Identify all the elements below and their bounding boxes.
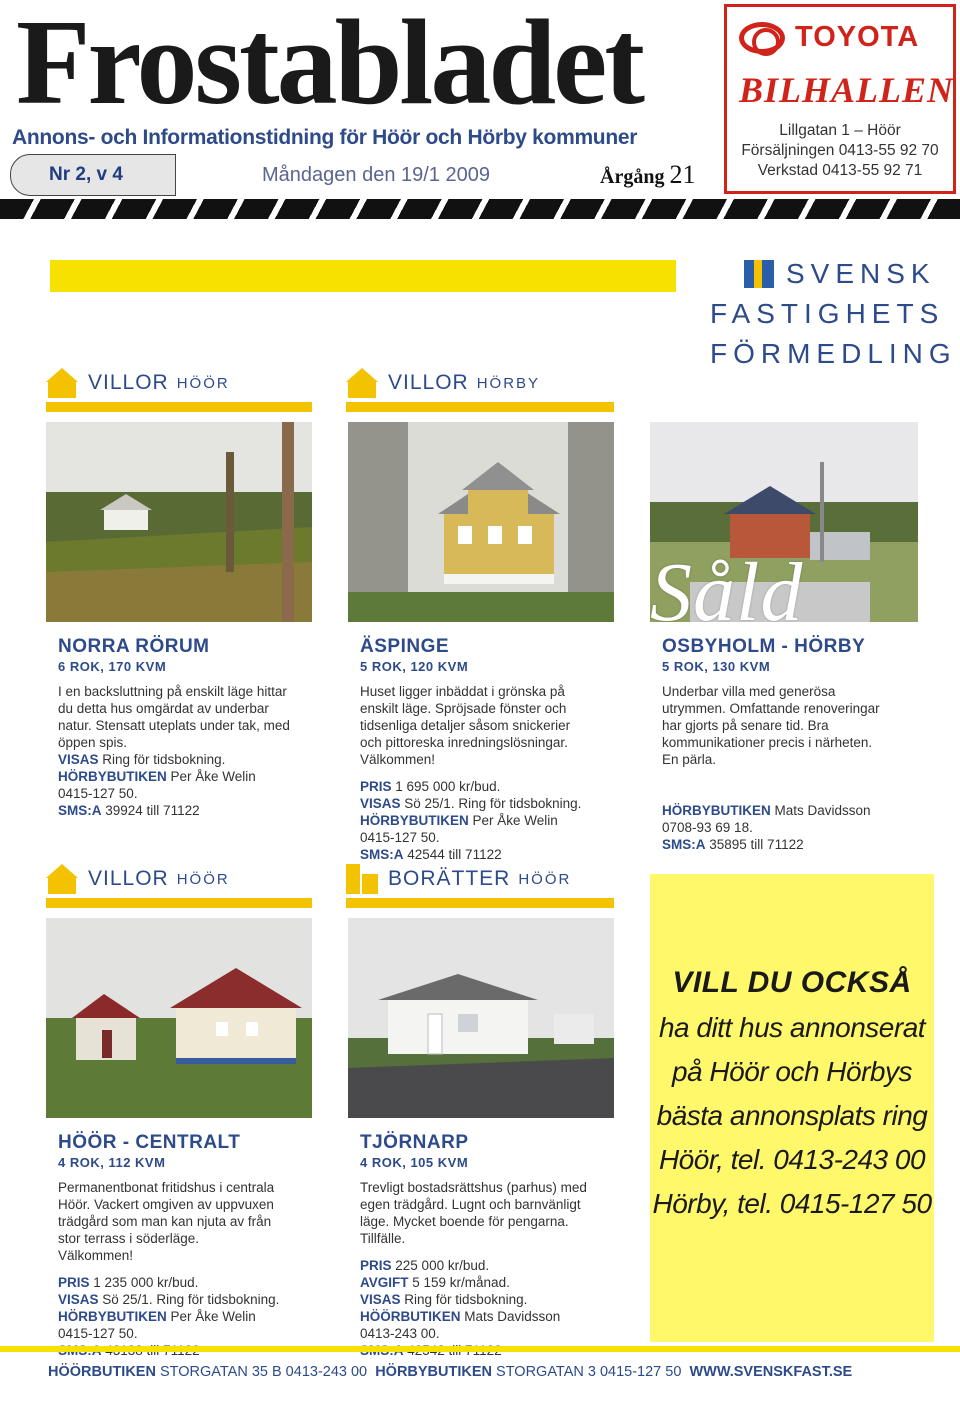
- spacer: [662, 768, 932, 802]
- description-line: Trevligt bostadsrättshus (parhus) med: [360, 1180, 587, 1195]
- viewing-value: Sö 25/1. Ring för tidsbokning.: [404, 796, 582, 811]
- price-value: 225 000 kr/bud.: [395, 1258, 490, 1273]
- photo-hoor-centralt: [46, 918, 312, 1118]
- listing-viewing: [360, 795, 630, 812]
- section-title: BORÄTTER: [388, 867, 511, 890]
- house-photo-image: [46, 422, 312, 622]
- price-label: PRIS: [360, 1258, 392, 1273]
- footer-hoor-address: STORGATAN 35 B 0413-243 00: [159, 1364, 368, 1380]
- promo-headline: VILL DU OCKSÅ: [672, 966, 912, 999]
- description-line: Tillfälle.: [360, 1231, 406, 1246]
- section-rule: [346, 898, 614, 908]
- section-subtitle: HÖÖR: [518, 870, 572, 888]
- toyota-wordmark: TOYOTA: [795, 21, 920, 53]
- viewing-label: VISAS: [58, 752, 99, 767]
- price-value: 1 235 000 kr/bud.: [93, 1275, 199, 1290]
- description-line: Välkommen!: [58, 1248, 134, 1263]
- listing-tjornarp: [360, 1132, 636, 1359]
- sold-overlay: Såld: [650, 546, 804, 639]
- section-title: VILLOR: [88, 371, 169, 394]
- issue-badge: Nr 2, v 4: [10, 154, 176, 196]
- masthead-stripe-divider: [0, 199, 960, 219]
- promo-line: bästa annonsplats ring: [656, 1100, 928, 1131]
- description-line: En pärla.: [662, 752, 717, 767]
- section-rule: [46, 402, 312, 412]
- promo-line: ha ditt hus annonserat: [658, 1012, 926, 1043]
- section-header-villor-hoor-2: [46, 864, 230, 894]
- sms-label: SMS:A: [360, 847, 404, 862]
- office-label: HÖRBYBUTIKEN: [360, 813, 469, 828]
- section-title: VILLOR: [388, 371, 469, 394]
- agency-logo-line2: FASTIGHETS: [710, 298, 945, 329]
- viewing-label: VISAS: [360, 796, 401, 811]
- newspaper-title: Frostabladet: [16, 0, 642, 130]
- agency-logo-line1: SVENSK: [786, 258, 936, 289]
- section-subtitle: HÖRBY: [476, 374, 541, 392]
- listing-price: [360, 778, 630, 795]
- house-photo-image: [46, 918, 312, 1118]
- masthead: [0, 0, 960, 222]
- agency-logo-line3: FÖRMEDLING: [710, 338, 957, 369]
- section-subtitle: HÖÖR: [176, 374, 230, 392]
- listing-description: [360, 683, 630, 768]
- section-header-boratter-hoor: [346, 864, 571, 894]
- viewing-value: Ring för tidsbokning.: [102, 752, 226, 767]
- spacer: [360, 1247, 636, 1257]
- issue-date: Måndagen den 19/1 2009: [262, 164, 490, 186]
- section-title: VILLOR: [88, 867, 169, 890]
- section-rule: [46, 898, 312, 908]
- dealer-name: BILHALLEN: [739, 70, 955, 110]
- section-subtitle: HÖÖR: [176, 870, 230, 888]
- listing-place: HÖÖR - CENTRALT: [58, 1132, 241, 1153]
- agent-name: Mats Davidsson: [464, 1309, 561, 1324]
- description-line: trädgård som man kan njuta av från: [58, 1214, 272, 1229]
- section-header-villor-hoor: [46, 368, 230, 398]
- listing-sms: [58, 802, 318, 819]
- promo-box: [650, 874, 934, 1342]
- office-label: HÖRBYBUTIKEN: [58, 769, 167, 784]
- listing-phone: 0415-127 50.: [58, 1326, 138, 1341]
- footer: [48, 1364, 852, 1380]
- sms-value: 39924 till 71122: [105, 803, 200, 818]
- apartment-icon: [346, 864, 378, 894]
- photo-aspinge: [348, 422, 614, 622]
- listing-office: [58, 768, 318, 785]
- listing-office: [662, 802, 932, 819]
- house-icon: [346, 368, 378, 398]
- listing-description: [662, 683, 932, 768]
- toyota-advert: [724, 4, 956, 194]
- listing-place: OSBYHOLM - HÖRBY: [662, 636, 866, 657]
- listing-size: 5 ROK, 130 KVM: [662, 659, 771, 674]
- sms-label: SMS:A: [662, 837, 706, 852]
- listing-viewing: [58, 1291, 328, 1308]
- listing-place: TJÖRNARP: [360, 1132, 469, 1153]
- description-line: du detta hus omgärdat av underbar: [58, 701, 269, 716]
- listing-price: [360, 1257, 636, 1274]
- dealer-address: Lillgatan 1 – Höör: [779, 122, 901, 139]
- promo-phone-horby: Hörby, tel. 0415-127 50: [652, 1188, 932, 1219]
- listing-description: [58, 683, 318, 751]
- description-line: öppen spis.: [58, 735, 128, 750]
- listing-osbyholm: [662, 636, 932, 853]
- description-line: Höör. Vackert omgiven av uppvuxen: [58, 1197, 274, 1212]
- dealer-sales-phone: Försäljningen 0413-55 92 70: [741, 142, 939, 159]
- listing-size: 4 ROK, 105 KVM: [360, 1155, 469, 1170]
- viewing-label: VISAS: [360, 1292, 401, 1307]
- dealer-workshop-phone: Verkstad 0413-55 92 71: [757, 162, 923, 179]
- description-line: och pittoreska inredningslösningar.: [360, 735, 568, 750]
- listing-place: NORRA RÖRUM: [58, 636, 210, 657]
- dealer-contact: [727, 121, 953, 181]
- listing-sms: [662, 836, 932, 853]
- listing-sms: [360, 846, 630, 863]
- footer-horby-address: STORGATAN 3 0415-127 50: [496, 1364, 682, 1380]
- spacer: [58, 1264, 328, 1274]
- photo-norra-rorum: [46, 422, 312, 622]
- viewing-value: Sö 25/1. Ring för tidsbokning.: [102, 1292, 280, 1307]
- description-line: läge. Mycket boende för pengarna.: [360, 1214, 569, 1229]
- price-label: PRIS: [360, 779, 392, 794]
- agent-name: Per Åke Welin: [170, 1309, 256, 1324]
- office-label: HÖÖRBUTIKEN: [360, 1309, 461, 1324]
- listing-norra-rorum: [58, 636, 318, 819]
- fee-label: AVGIFT: [360, 1275, 409, 1290]
- sms-value: 42544 till 71122: [407, 847, 502, 862]
- description-line: tidsenliga detaljer såsom snickerier: [360, 718, 571, 733]
- description-line: egen trädgård. Lugnt och barnvänligt: [360, 1197, 581, 1212]
- toyota-emblem-icon: [739, 22, 785, 54]
- listing-office: [360, 1308, 636, 1325]
- description-line: I en backsluttning på enskilt läge hittar: [58, 684, 287, 699]
- house-icon: [46, 368, 78, 398]
- description-line: utrymmen. Omfattande renoveringar: [662, 701, 880, 716]
- office-label: HÖRBYBUTIKEN: [58, 1309, 167, 1324]
- fee-value: 5 159 kr/månad.: [412, 1275, 510, 1290]
- sms-label: SMS:A: [58, 803, 102, 818]
- section-rule: [346, 402, 614, 412]
- listing-phone: 0708-93 69 18.: [662, 820, 753, 835]
- house-photo-image: [348, 422, 614, 622]
- photo-tjornarp: [348, 918, 614, 1118]
- office-label: HÖRBYBUTIKEN: [662, 803, 771, 818]
- swedish-flag-icon: [744, 260, 774, 288]
- agent-name: Mats Davidsson: [774, 803, 871, 818]
- agent-name: Per Åke Welin: [472, 813, 558, 828]
- listing-place: ÄSPINGE: [360, 636, 450, 657]
- listing-description: [360, 1179, 636, 1247]
- house-photo-image: [348, 918, 614, 1118]
- description-line: Huset ligger inbäddat i grönska på: [360, 684, 565, 699]
- listing-viewing: [58, 751, 318, 768]
- listing-office: [58, 1308, 328, 1325]
- description-line: Permanentbonat fritidshus i centrala: [58, 1180, 275, 1195]
- newspaper-subtitle: Annons- och Informationstidning för Höör och Hörby kommuner: [12, 126, 638, 149]
- listing-phone: 0415-127 50.: [58, 786, 138, 801]
- description-line: Välkommen!: [360, 752, 436, 767]
- listing-phone: 0415-127 50.: [360, 830, 440, 845]
- description-line: har gjorts på senare tid. Bra: [662, 718, 829, 733]
- listing-aspinge: [360, 636, 630, 863]
- volume-label: Årgång: [600, 166, 665, 188]
- price-value: 1 695 000 kr/bud.: [395, 779, 501, 794]
- footer-website-link[interactable]: WWW.SVENSKFAST.SE: [689, 1364, 853, 1380]
- agency-yellow-bar: [50, 260, 676, 292]
- listing-office: [360, 812, 630, 829]
- agent-name: Per Åke Welin: [170, 769, 256, 784]
- listing-viewing: [360, 1291, 636, 1308]
- description-line: enskilt läge. Spröjsade fönster och: [360, 701, 567, 716]
- spacer: [360, 768, 630, 778]
- sms-value: 35895 till 71122: [709, 837, 804, 852]
- footer-rule: [0, 1346, 960, 1352]
- listing-size: 4 ROK, 112 KVM: [58, 1155, 166, 1170]
- listing-phone: 0413-243 00.: [360, 1326, 440, 1341]
- section-header-villor-horby: [346, 368, 540, 398]
- price-label: PRIS: [58, 1275, 90, 1290]
- viewing-label: VISAS: [58, 1292, 99, 1307]
- promo-line: på Höör och Hörbys: [671, 1056, 912, 1087]
- listing-size: 6 ROK, 170 KVM: [58, 659, 167, 674]
- listing-fee: [360, 1274, 636, 1291]
- listing-hoor-centralt: [58, 1132, 328, 1359]
- house-icon: [46, 864, 78, 894]
- volume-number: 21: [669, 160, 696, 189]
- footer-horby-label: HÖRBYBUTIKEN: [375, 1364, 492, 1380]
- listing-price: [58, 1274, 328, 1291]
- description-line: Underbar villa med generösa: [662, 684, 836, 699]
- viewing-value: Ring för tidsbokning.: [404, 1292, 528, 1307]
- listing-description: [58, 1179, 328, 1264]
- promo-text: [650, 966, 934, 1226]
- toyota-logo: [739, 21, 919, 54]
- listing-size: 5 ROK, 120 KVM: [360, 659, 469, 674]
- promo-phone-hoor: Höör, tel. 0413-243 00: [658, 1144, 926, 1175]
- volume: [600, 160, 695, 190]
- description-line: natur. Stensatt uteplats under tak, med: [58, 718, 290, 733]
- footer-hoor-label: HÖÖRBUTIKEN: [48, 1364, 156, 1380]
- description-line: stor terrass i söderläge.: [58, 1231, 200, 1246]
- description-line: kommunikationer precis i närheten.: [662, 735, 873, 750]
